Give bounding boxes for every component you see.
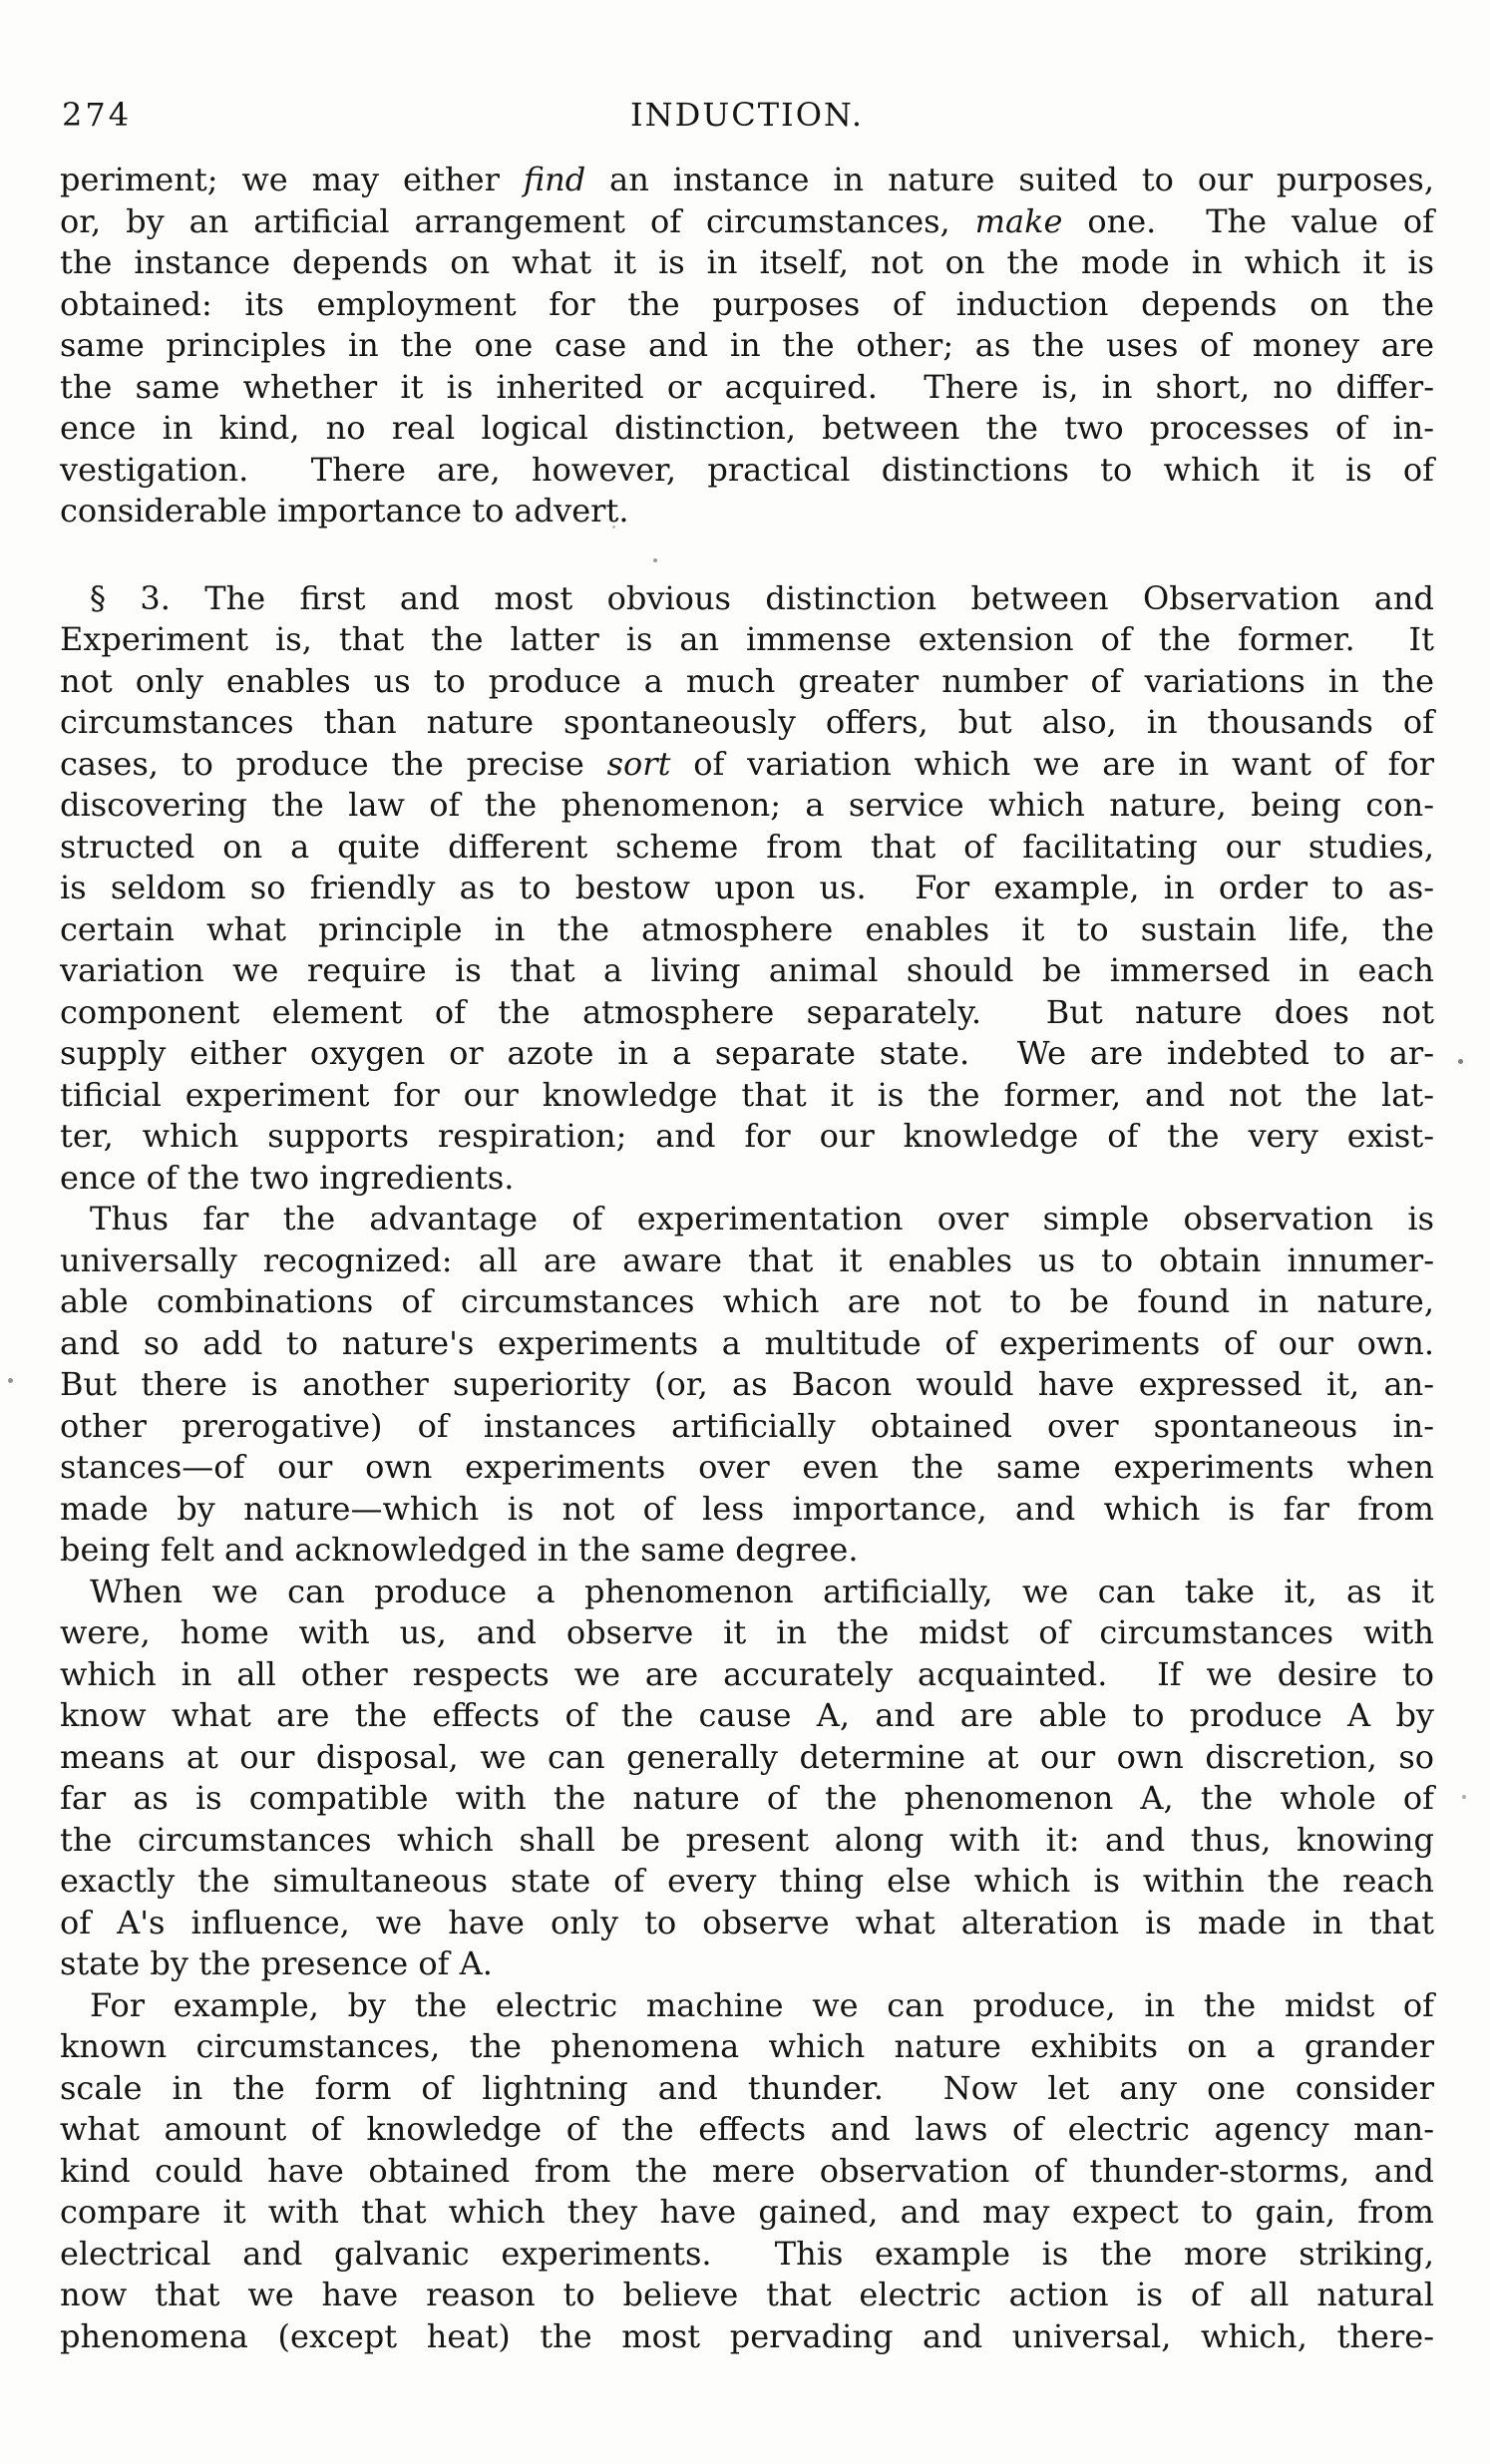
text-line: [60, 661, 1434, 703]
text-segment: were, home with us, and observe it in the midst of circumstances with: [60, 1613, 1434, 1651]
scan-speck: [1462, 1795, 1466, 1799]
text-line: [60, 1406, 1434, 1448]
text-line: [60, 1116, 1434, 1158]
text-segment: made by nature—which is not of less importance, and which is far from: [60, 1489, 1434, 1528]
text-segment: periment; we may either: [60, 161, 524, 198]
text-segment: supply either oxygen or azote in a separate state. We are indebted to ar-: [60, 1034, 1434, 1072]
text-line: [60, 1489, 1434, 1531]
text-line: [60, 450, 1434, 492]
scan-speck: [8, 1378, 13, 1383]
text-segment: being felt and acknowledged in the same degree.: [60, 1531, 859, 1569]
text-line: [60, 2316, 1434, 2358]
text-line: [60, 1530, 1434, 1572]
text-line: [60, 1903, 1434, 1944]
text-segment: and so add to nature's experiments a multitude of experiments of our own.: [60, 1323, 1434, 1362]
text-line: [60, 785, 1434, 827]
text-line: [60, 201, 1434, 243]
text-line: [60, 1281, 1434, 1323]
text-segment: far as is compatible with the nature of the phenomenon A, the whole of: [60, 1779, 1434, 1817]
page-body: [60, 160, 1434, 2357]
text-line: [60, 2026, 1434, 2068]
text-line: [60, 1695, 1434, 1737]
text-segment: tificial experiment for our knowledge that it is the former, and not the lat-: [60, 1075, 1434, 1114]
text-segment: But there is another superiority (or, as Bacon would have expressed it, an-: [60, 1365, 1434, 1403]
text-segment: phenomena (except heat) the most pervading and universal, which, there-: [60, 2316, 1434, 2355]
scan-speck: [1458, 1059, 1463, 1064]
text-line: [60, 1323, 1434, 1365]
text-line: [60, 1612, 1434, 1654]
text-segment: the instance depends on what it is in itself, not on the mode in which it is: [60, 243, 1434, 281]
running-head-title: INDUCTION.: [629, 96, 865, 134]
text-segment: know what are the effects of the cause A, and are able to produce A by: [60, 1696, 1434, 1734]
text-segment: exactly the simultaneous state of every thing else which is within the reach: [60, 1862, 1434, 1900]
text-line: [60, 1820, 1434, 1862]
text-segment: one. The value of: [1062, 201, 1435, 240]
text-line: [60, 1240, 1434, 1282]
paragraph: [60, 1572, 1434, 1985]
text-segment: ence of the two ingredients.: [60, 1158, 515, 1197]
text-line: [60, 242, 1434, 284]
text-line: [60, 1572, 1434, 1613]
text-line: [60, 2192, 1434, 2234]
text-line: [60, 408, 1434, 450]
text-segment: the same whether it is inherited or acquired. There is, in short, no differ-: [60, 367, 1434, 406]
text-segment: obtained: its employment for the purposes of induction depends on the: [60, 284, 1434, 323]
text-segment: what amount of knowledge of the effects and laws of electric agency man-: [60, 2110, 1434, 2148]
text-line: [60, 2109, 1434, 2151]
text-segment: an instance in nature suited to our purposes,: [585, 161, 1435, 198]
text-line: [60, 1447, 1434, 1489]
text-segment: Experiment is, that the latter is an immense extension of the former. It: [60, 620, 1434, 658]
text-line: [60, 1364, 1434, 1406]
text-segment: not only enables us to produce a much greater number of variations in the: [60, 661, 1434, 700]
text-segment: kind could have obtained from the mere observation of thunder-storms, and: [60, 2151, 1434, 2190]
text-segment: considerable importance to advert.: [60, 492, 629, 529]
text-line: [60, 827, 1434, 869]
text-line: [60, 909, 1434, 951]
text-line: [60, 2275, 1434, 2316]
text-segment: For example, by the electric machine we can produce, in the midst of: [90, 1985, 1434, 2024]
text-segment: universally recognized: all are aware that it enables us to obtain innumer-: [60, 1240, 1434, 1279]
text-line: [60, 2068, 1434, 2110]
text-segment: of variation which we are in want of for: [670, 744, 1435, 783]
text-line: [60, 1985, 1434, 2027]
page-number: 274: [62, 96, 133, 134]
text-line: [60, 1199, 1434, 1240]
text-line: [60, 950, 1434, 992]
text-segment: electrical and galvanic experiments. This example is the more striking,: [60, 2234, 1434, 2273]
text-segment: state by the presence of A.: [60, 1944, 493, 1982]
text-segment: discovering the law of the phenomenon; a service which nature, being con-: [60, 786, 1434, 824]
text-segment: means at our disposal, we can generally determine at our own discretion, so: [60, 1737, 1434, 1776]
paragraph: [60, 160, 1434, 532]
text-segment: scale in the form of lightning and thunder. Now let any one consider: [60, 2068, 1434, 2107]
text-segment: the circumstances which shall be present along with it: and thus, knowing: [60, 1820, 1434, 1859]
text-segment: compare it with that which they have gained, and may expect to gain, from: [60, 2193, 1434, 2231]
text-line: [60, 160, 1434, 201]
text-line: [60, 2234, 1434, 2276]
paragraph: [60, 1985, 1434, 2358]
text-segment: same principles in the one case and in the other; as the uses of money are: [60, 326, 1434, 364]
text-line: [60, 1861, 1434, 1903]
text-segment: now that we have reason to believe that electric action is of all natural: [60, 2276, 1434, 2313]
text-segment: certain what principle in the atmosphere enables it to sustain life, the: [60, 909, 1434, 948]
italic-text: find: [523, 161, 586, 198]
text-line: [60, 1654, 1434, 1696]
text-line: [60, 2151, 1434, 2193]
text-line: [60, 367, 1434, 409]
text-segment: ter, which supports respiration; and for our knowledge of the very exist-: [60, 1117, 1434, 1155]
text-line: [60, 1737, 1434, 1779]
text-line: [60, 868, 1434, 909]
italic-text: make: [974, 201, 1063, 240]
text-line: [60, 578, 1434, 620]
text-segment: is seldom so friendly as to bestow upon us. For example, in order to as-: [60, 869, 1434, 906]
text-segment: vestigation. There are, however, practical distinctions to which it is of: [60, 450, 1434, 489]
scan-speck: [653, 558, 657, 562]
paragraph: [60, 1199, 1434, 1572]
text-line: [60, 702, 1434, 744]
scan-speck: [612, 526, 615, 528]
text-segment: component element of the atmosphere separately. But nature does not: [60, 992, 1434, 1031]
text-line: [60, 1075, 1434, 1117]
text-segment: or, by an artificial arrangement of circumstances,: [60, 201, 975, 240]
text-segment: of A's influence, we have only to observe what alteration is made in that: [60, 1903, 1434, 1941]
running-header: [60, 96, 1434, 142]
text-segment: able combinations of circumstances which are not to be found in nature,: [60, 1282, 1434, 1320]
text-line: [60, 491, 1434, 532]
text-line: [60, 619, 1434, 661]
italic-text: sort: [606, 744, 671, 783]
text-segment: stances—of our own experiments over even the same experiments when: [60, 1448, 1434, 1486]
paragraph: [60, 578, 1434, 1200]
text-segment: Thus far the advantage of experimentation over simple observation is: [90, 1200, 1434, 1237]
text-segment: cases, to produce the precise: [60, 744, 607, 783]
text-segment: circumstances than nature spontaneously offers, but also, in thousands of: [60, 703, 1434, 741]
text-segment: other prerogative) of instances artificially obtained over spontaneous in-: [60, 1406, 1434, 1445]
text-line: [60, 284, 1434, 326]
text-segment: which in all other respects we are accurately acquainted. If we desire to: [60, 1654, 1434, 1693]
text-segment: structed on a quite different scheme from that of facilitating our studies,: [60, 827, 1434, 866]
text-segment: known circumstances, the phenomena which nature exhibits on a grander: [60, 2027, 1434, 2065]
text-line: [60, 1158, 1434, 1200]
text-line: [60, 992, 1434, 1034]
text-segment: When we can produce a phenomenon artificially, we can take it, as it: [90, 1572, 1434, 1610]
text-line: [60, 744, 1434, 786]
text-segment: § 3. The first and most obvious distinction between Observation and: [90, 578, 1434, 617]
text-line: [60, 325, 1434, 367]
text-segment: variation we require is that a living animal should be immersed in each: [60, 951, 1434, 989]
text-line: [60, 1943, 1434, 1985]
text-line: [60, 1033, 1434, 1075]
text-line: [60, 1778, 1434, 1820]
text-segment: ence in kind, no real logical distinction, between the two processes of in-: [60, 409, 1434, 447]
